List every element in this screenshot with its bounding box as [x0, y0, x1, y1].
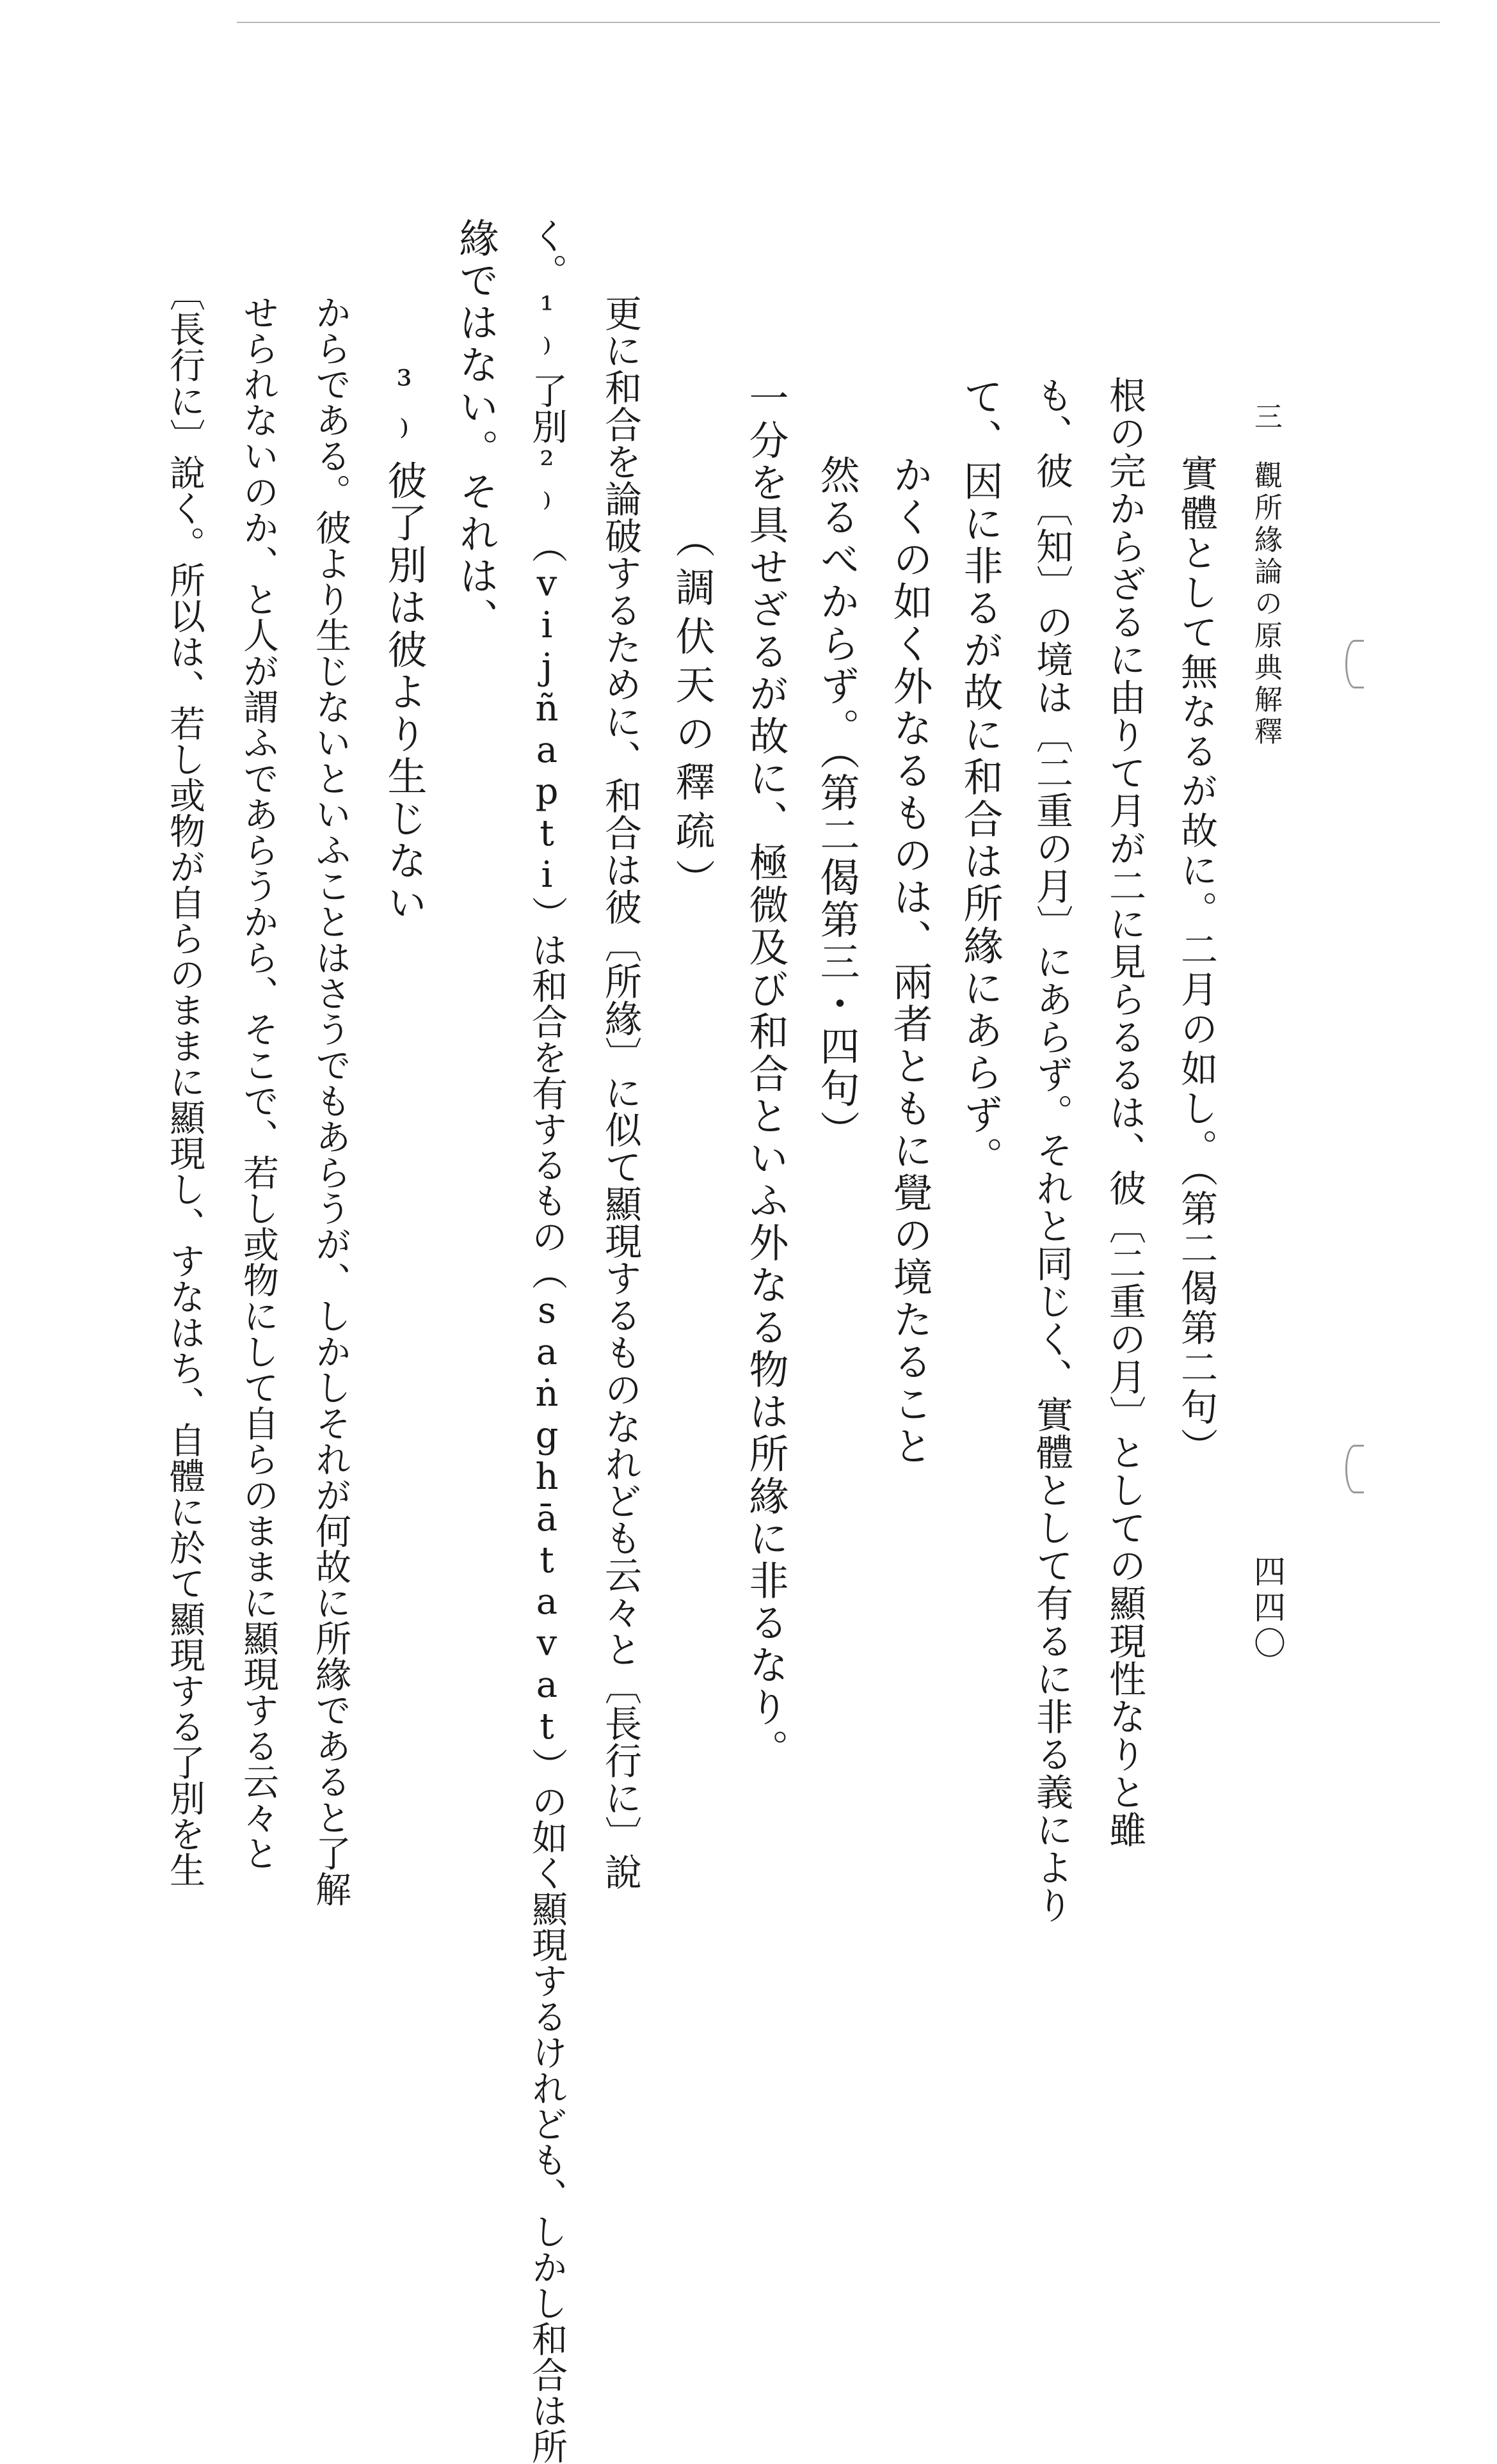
section-number: 三 [1249, 402, 1282, 434]
text-line-4: て、因に非るが故に和合は所緣にあらず。 [957, 376, 1004, 1179]
scan-mark-lower [1345, 1445, 1364, 1493]
text-line-2: 根の完からざるに由りて月が二に見らるるは、彼〔二重の月〕としての顯現性なりと雖 [1103, 376, 1146, 1848]
page-number: 四四〇 [1249, 1555, 1286, 1662]
text-line-6: 然るべからず。（第二偈第三・四句） [813, 454, 860, 1152]
text-line-8: （調伏天の釋疏） [669, 518, 716, 907]
running-header-title: 觀所緣論の原典解釋 [1249, 461, 1282, 749]
text-line-12: ³⁾彼了別は彼より生じない [381, 362, 428, 925]
text-line-5: かくの如く外なるものは、兩者ともに覺の境たること [886, 454, 933, 1468]
scan-artifact-top [237, 22, 1440, 23]
text-line-1: 實體として無なるが故に。二月の如し。（第二偈第二句） [1174, 454, 1218, 1467]
text-line-9: 更に和合を論破するために、和合は彼〔所緣〕に似て顯現するものなれども云々と〔長行に〕說 [598, 294, 642, 1890]
scan-mark-upper [1345, 640, 1364, 688]
text-line-13: からである。彼より生じないといふことはさうでもあらうが、しかしそれが何故に所緣であると了解 [310, 294, 351, 1907]
text-line-7: 一分を具せざるが故に、極微及び和合といふ外なる物は所緣に非るなり。 [742, 378, 789, 1771]
text-line-15: 〔長行に〕說く。所以は、若し或物が自らのままに顯現し、すなはち、自體に於て顯現する了別を生 [164, 275, 205, 1888]
text-line-14: せられないのか、と人が謂ふであらうから、そこで、若し或物にして自らのままに顯現する云々と [237, 294, 279, 1871]
text-line-10: く。¹⁾了別²⁾（vijñapti）は和合を有するもの（saṅghātavat）の如く顯現するけれども、しかし和合は所 [526, 218, 568, 2464]
text-line-3: も、彼〔知〕の境は〔二重の月〕にあらず。それと同じく、實體として有るに非る義により [1030, 376, 1073, 1924]
text-line-11: 緣ではない。それは、 [452, 218, 499, 640]
